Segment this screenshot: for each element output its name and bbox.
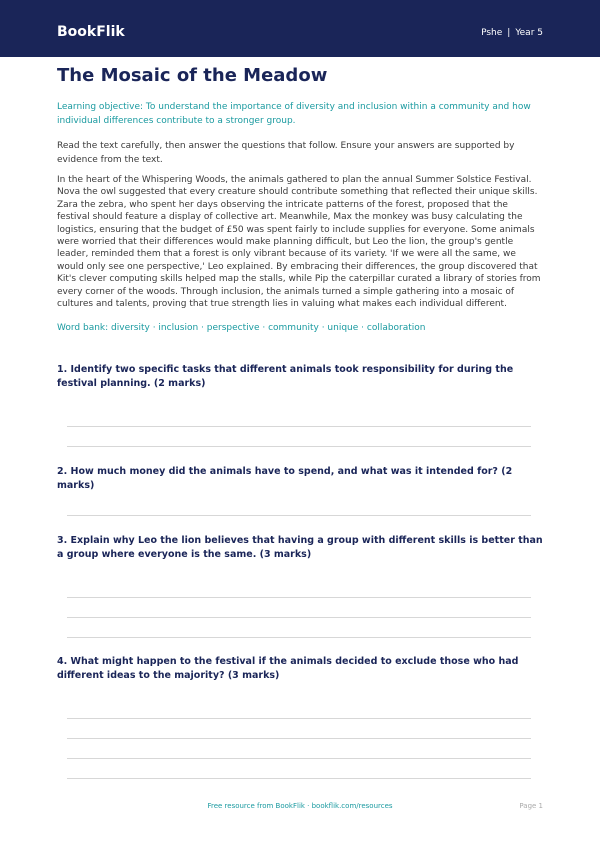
question-text: 2. How much money did the animals have to spend, and what was it intended for? (2 marks): [57, 466, 513, 491]
brand-logo-text: BookFlik: [57, 24, 125, 40]
footer-text: Free resource from BookFlik · bookflik.com/resources: [207, 802, 393, 810]
answer-line[interactable]: [67, 738, 531, 739]
header-separator: |: [507, 28, 511, 38]
instructions: Read the text carefully, then answer the questions that follow. Ensure your answers are supported by evidence from the text.: [57, 141, 515, 165]
answer-line[interactable]: [67, 637, 531, 638]
answer-line[interactable]: [67, 758, 531, 759]
question-3: [57, 534, 543, 562]
page-number: Page 1: [519, 802, 543, 810]
year-label: Year 5: [515, 28, 543, 38]
page-header: [0, 0, 600, 57]
question-text: 1. Identify two specific tasks that different animals took responsibility for during the festival planning. (2 marks): [57, 364, 514, 389]
learning-objective: Learning objective: To understand the importance of diversity and inclusion within a community and how individual differences contribute to a stronger group.: [57, 102, 531, 126]
page-title: The Mosaic of the Meadow: [57, 65, 328, 86]
answer-line[interactable]: [67, 515, 531, 516]
question-text: 3. Explain why Leo the lion believes that having a group with different skills is better than a group where everyone is the same. (3 marks): [57, 535, 543, 560]
word-bank: Word bank: diversity · inclusion · perspective · community · unique · collaboration: [57, 323, 426, 334]
answer-line[interactable]: [67, 718, 531, 719]
question-1: [57, 363, 543, 391]
answer-line[interactable]: [67, 597, 531, 598]
question-text: 4. What might happen to the festival if the animals decided to exclude those who had different ideas to the majority? (3 marks): [57, 656, 519, 681]
question-2: [57, 465, 543, 493]
worksheet-content: [57, 64, 543, 333]
answer-line[interactable]: [67, 426, 531, 427]
question-4: [57, 655, 543, 683]
reading-passage: In the heart of the Whispering Woods, the animals gathered to plan the annual Summer Solstice Festival. Nova the owl suggested that every creature should contribute something that reflected their unique skills. Zara the zebra, who spent her days observing the intricate patterns of the forest, proposed that the festival should feature a display of collective art. Meanwhile, Max the monkey was busy calculating the logistics, ensuring that the budget of £50 was spent fairly to include supplies for everyone. Some animals were worried that their differences would make planning difficult, but Leo the lion, the group's gentle leader, reminded them that a forest is only vibrant because of its variety. 'If we were all the same, we would only see one perspective,' Leo explained. By embracing their differences, the group discovered that Kit's clever computing skills helped map the stalls, while Pip the caterpillar curated a library of stories from every corner of the woods. Through inclusion, the animals turned a simple gathering into a mosaic of cultures and talents, proving that true strength lies in valuing what makes each individual different.: [57, 175, 541, 310]
answer-line[interactable]: [67, 617, 531, 618]
answer-line[interactable]: [67, 446, 531, 447]
subject-label: Pshe: [481, 28, 503, 38]
header-meta: [481, 28, 543, 38]
answer-line[interactable]: [67, 778, 531, 779]
